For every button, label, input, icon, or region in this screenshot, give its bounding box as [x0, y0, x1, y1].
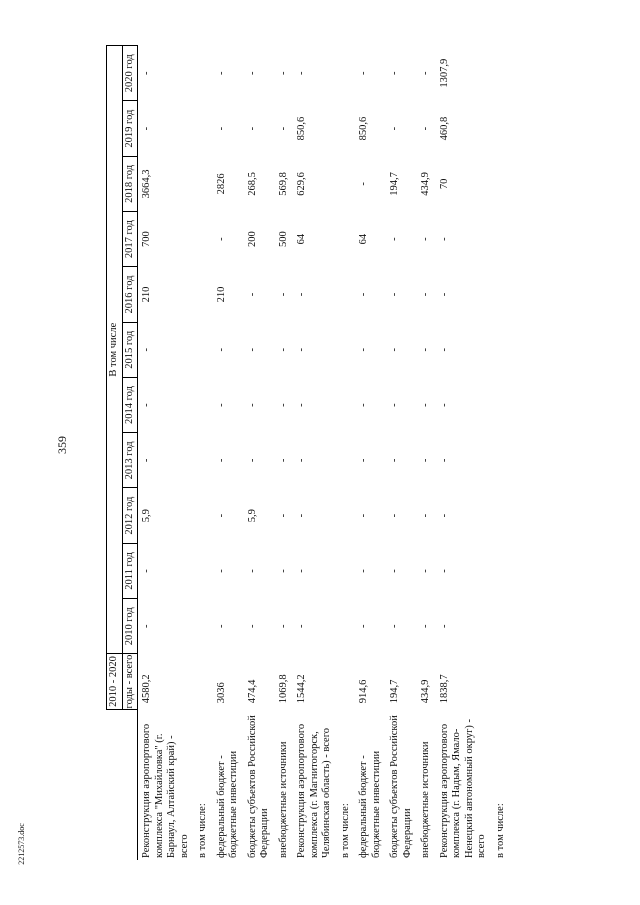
row-value [492, 377, 511, 432]
row-value: 629,6 [296, 172, 307, 196]
row-total [492, 654, 511, 709]
row-value: 460,8 [438, 116, 450, 141]
row-value: - [389, 71, 400, 75]
row-value: 5,9 [141, 509, 152, 523]
row-value: - [438, 458, 450, 463]
row-value [337, 101, 356, 156]
row-value: 434,9 [420, 172, 431, 196]
row-value: 569,8 [277, 172, 289, 196]
table-row [355, 46, 386, 861]
row-value: - [420, 292, 431, 297]
row-label: Реконструкция аэропортового комплекса "Михайловка" (г. Барнаул, Алтайский край) - всего [141, 723, 190, 858]
header-year: 2019 год [122, 101, 138, 156]
row-value: - [296, 458, 307, 463]
row-value: - [420, 348, 431, 352]
row-total: 474,4 [246, 679, 258, 704]
row-value: - [420, 513, 431, 518]
row-value: - [420, 126, 431, 131]
row-label: в том числе: [339, 803, 351, 858]
row-value: - [215, 403, 227, 407]
row-value: - [420, 624, 431, 628]
row-value: - [389, 624, 400, 628]
header-year: 2020 год [122, 46, 138, 101]
header-year: 2018 год [122, 156, 138, 211]
table-row [293, 46, 337, 861]
row-value [492, 488, 511, 543]
row-value: - [246, 624, 258, 628]
table-row [213, 46, 244, 861]
row-value: - [141, 126, 152, 131]
row-value [492, 322, 511, 377]
table-row [417, 46, 436, 861]
row-label: внебюджетные источники [277, 741, 289, 858]
row-value: - [438, 403, 450, 407]
row-value [194, 543, 213, 598]
investment-table [106, 45, 510, 860]
row-value: - [215, 513, 227, 518]
row-value: - [215, 569, 227, 573]
row-value [492, 599, 511, 654]
row-value: - [296, 513, 307, 518]
table-row [275, 46, 294, 861]
row-value: 200 [246, 231, 258, 248]
row-value: - [438, 513, 450, 518]
row-value: - [141, 71, 152, 75]
row-value: - [420, 71, 431, 75]
row-value [337, 488, 356, 543]
row-value: 1307,9 [438, 58, 450, 88]
row-value: - [246, 292, 258, 297]
row-value: - [358, 71, 369, 75]
row-label: в том числе: [197, 803, 208, 858]
row-value: - [389, 237, 400, 241]
row-value: - [296, 624, 307, 628]
row-total: 1069,8 [277, 674, 289, 704]
row-total [337, 654, 356, 709]
row-value: - [438, 292, 450, 297]
table-row [386, 46, 417, 861]
row-value: - [389, 513, 400, 518]
table-body [138, 46, 511, 861]
row-value: - [389, 126, 400, 131]
row-value: - [358, 458, 369, 463]
row-value: - [277, 403, 289, 407]
header-year: 2017 год [122, 212, 138, 267]
row-value: - [246, 348, 258, 352]
row-value: 700 [141, 231, 152, 248]
header-year: 2014 год [122, 377, 138, 432]
row-value: - [277, 624, 289, 628]
row-value: - [141, 403, 152, 407]
header-year: 2010 год [122, 599, 138, 654]
row-value [492, 156, 511, 211]
row-value: - [246, 458, 258, 463]
row-value: - [141, 569, 152, 573]
row-value: - [358, 569, 369, 573]
header-total: годы - всего [122, 654, 138, 709]
row-value [492, 212, 511, 267]
row-value: - [277, 71, 289, 75]
row-value [492, 267, 511, 322]
header-year: 2015 год [122, 322, 138, 377]
header-breakdown: В том числе [107, 46, 123, 654]
row-value: - [246, 403, 258, 407]
row-value [337, 377, 356, 432]
row-label: бюджеты субъектов Российской Федерации [389, 715, 413, 858]
header-year: 2012 год [122, 488, 138, 543]
row-value: 3664,3 [141, 169, 152, 199]
table-row [492, 46, 511, 861]
row-value: - [358, 182, 369, 186]
header-year: 2013 год [122, 433, 138, 488]
row-value [194, 156, 213, 211]
row-label: федеральный бюджет - бюджетные инвестиции [215, 750, 239, 858]
row-value: 194,7 [389, 172, 400, 196]
row-value [337, 599, 356, 654]
row-value: - [358, 403, 369, 407]
row-value: - [438, 237, 450, 241]
row-value: - [358, 513, 369, 518]
row-value: - [141, 458, 152, 463]
row-value: 210 [141, 286, 152, 303]
row-value: - [277, 569, 289, 573]
row-value: 2826 [215, 173, 227, 195]
row-value: - [420, 458, 431, 463]
rotated-table-container [106, 45, 630, 860]
row-value: - [296, 403, 307, 407]
row-value: - [215, 348, 227, 352]
row-label: в том числе: [494, 803, 506, 858]
table-row [436, 46, 492, 861]
row-value [337, 156, 356, 211]
row-value: - [141, 624, 152, 628]
row-value: - [215, 126, 227, 131]
row-value: 500 [277, 231, 289, 248]
row-value [337, 267, 356, 322]
row-value: - [389, 348, 400, 352]
header-blank [107, 709, 138, 860]
row-label: Реконструкция аэропортового комплекса (г. Магнитогорск, Челябинская область) - всего [296, 723, 332, 858]
row-label: бюджеты субъектов Российской Федерации [246, 715, 270, 858]
row-value [194, 267, 213, 322]
table-row [194, 46, 213, 861]
row-value: - [420, 237, 431, 241]
row-value: - [215, 237, 227, 241]
row-value: - [358, 624, 369, 628]
row-value: - [420, 569, 431, 573]
row-value: - [389, 403, 400, 407]
row-value: - [296, 569, 307, 573]
row-value [194, 488, 213, 543]
row-value [337, 543, 356, 598]
row-value [194, 599, 213, 654]
row-value: - [215, 624, 227, 628]
row-value: - [277, 513, 289, 518]
row-value [194, 322, 213, 377]
row-value: - [389, 292, 400, 297]
row-total: 434,9 [420, 679, 431, 704]
page-number: 359 [55, 436, 69, 454]
row-value [337, 433, 356, 488]
row-value: 850,6 [296, 116, 307, 141]
row-label: Реконструкция аэропортового комплекса (г. Надым, Ямало-Ненецкий автономный округ) - всего [438, 718, 487, 858]
row-value: - [246, 569, 258, 573]
row-value [194, 212, 213, 267]
row-label: внебюджетные источники [420, 741, 431, 858]
row-value: - [296, 292, 307, 297]
row-value: - [296, 71, 307, 75]
row-value [194, 433, 213, 488]
row-total: 1544,2 [296, 674, 307, 704]
row-value: - [296, 348, 307, 352]
row-value: 850,6 [358, 116, 369, 141]
row-value: - [358, 348, 369, 352]
row-value: 64 [358, 233, 369, 245]
row-value: - [438, 624, 450, 628]
header-year: 2011 год [122, 543, 138, 598]
document-footer: 2212573.doc [17, 823, 26, 865]
row-value [492, 46, 511, 101]
table-row [138, 46, 195, 861]
row-value: - [277, 126, 289, 131]
row-value: - [215, 458, 227, 463]
row-value: 70 [438, 178, 450, 190]
row-value: - [141, 348, 152, 352]
row-value [337, 322, 356, 377]
row-value [492, 543, 511, 598]
row-value [194, 101, 213, 156]
row-value: - [389, 458, 400, 463]
row-value [194, 377, 213, 432]
row-value: - [438, 348, 450, 352]
row-value: - [358, 292, 369, 297]
row-value: - [246, 126, 258, 131]
row-value: 268,5 [246, 172, 258, 196]
row-label: федеральный бюджет - бюджетные инвестиции [358, 750, 382, 858]
row-value: 5,9 [246, 509, 258, 523]
header-period: 2010 - 2020 [107, 654, 123, 709]
row-value: - [277, 458, 289, 463]
row-value: 210 [215, 286, 227, 303]
row-value: - [438, 569, 450, 573]
table-row [244, 46, 275, 861]
row-total: 914,6 [358, 679, 369, 704]
row-value: - [215, 71, 227, 75]
row-value: - [420, 403, 431, 407]
row-value: - [277, 292, 289, 297]
row-value: - [277, 348, 289, 352]
row-value [337, 212, 356, 267]
row-total: 4580,2 [141, 674, 152, 704]
table-row [337, 46, 356, 861]
row-total [194, 654, 213, 709]
row-total: 3036 [215, 682, 227, 704]
row-value: - [246, 71, 258, 75]
row-value: 64 [296, 233, 307, 245]
row-value [492, 101, 511, 156]
row-value [194, 46, 213, 101]
row-value [337, 46, 356, 101]
row-value [492, 433, 511, 488]
header-year: 2016 год [122, 267, 138, 322]
row-total: 194,7 [389, 679, 400, 704]
row-total: 1838,7 [438, 674, 450, 704]
row-value: - [389, 569, 400, 573]
